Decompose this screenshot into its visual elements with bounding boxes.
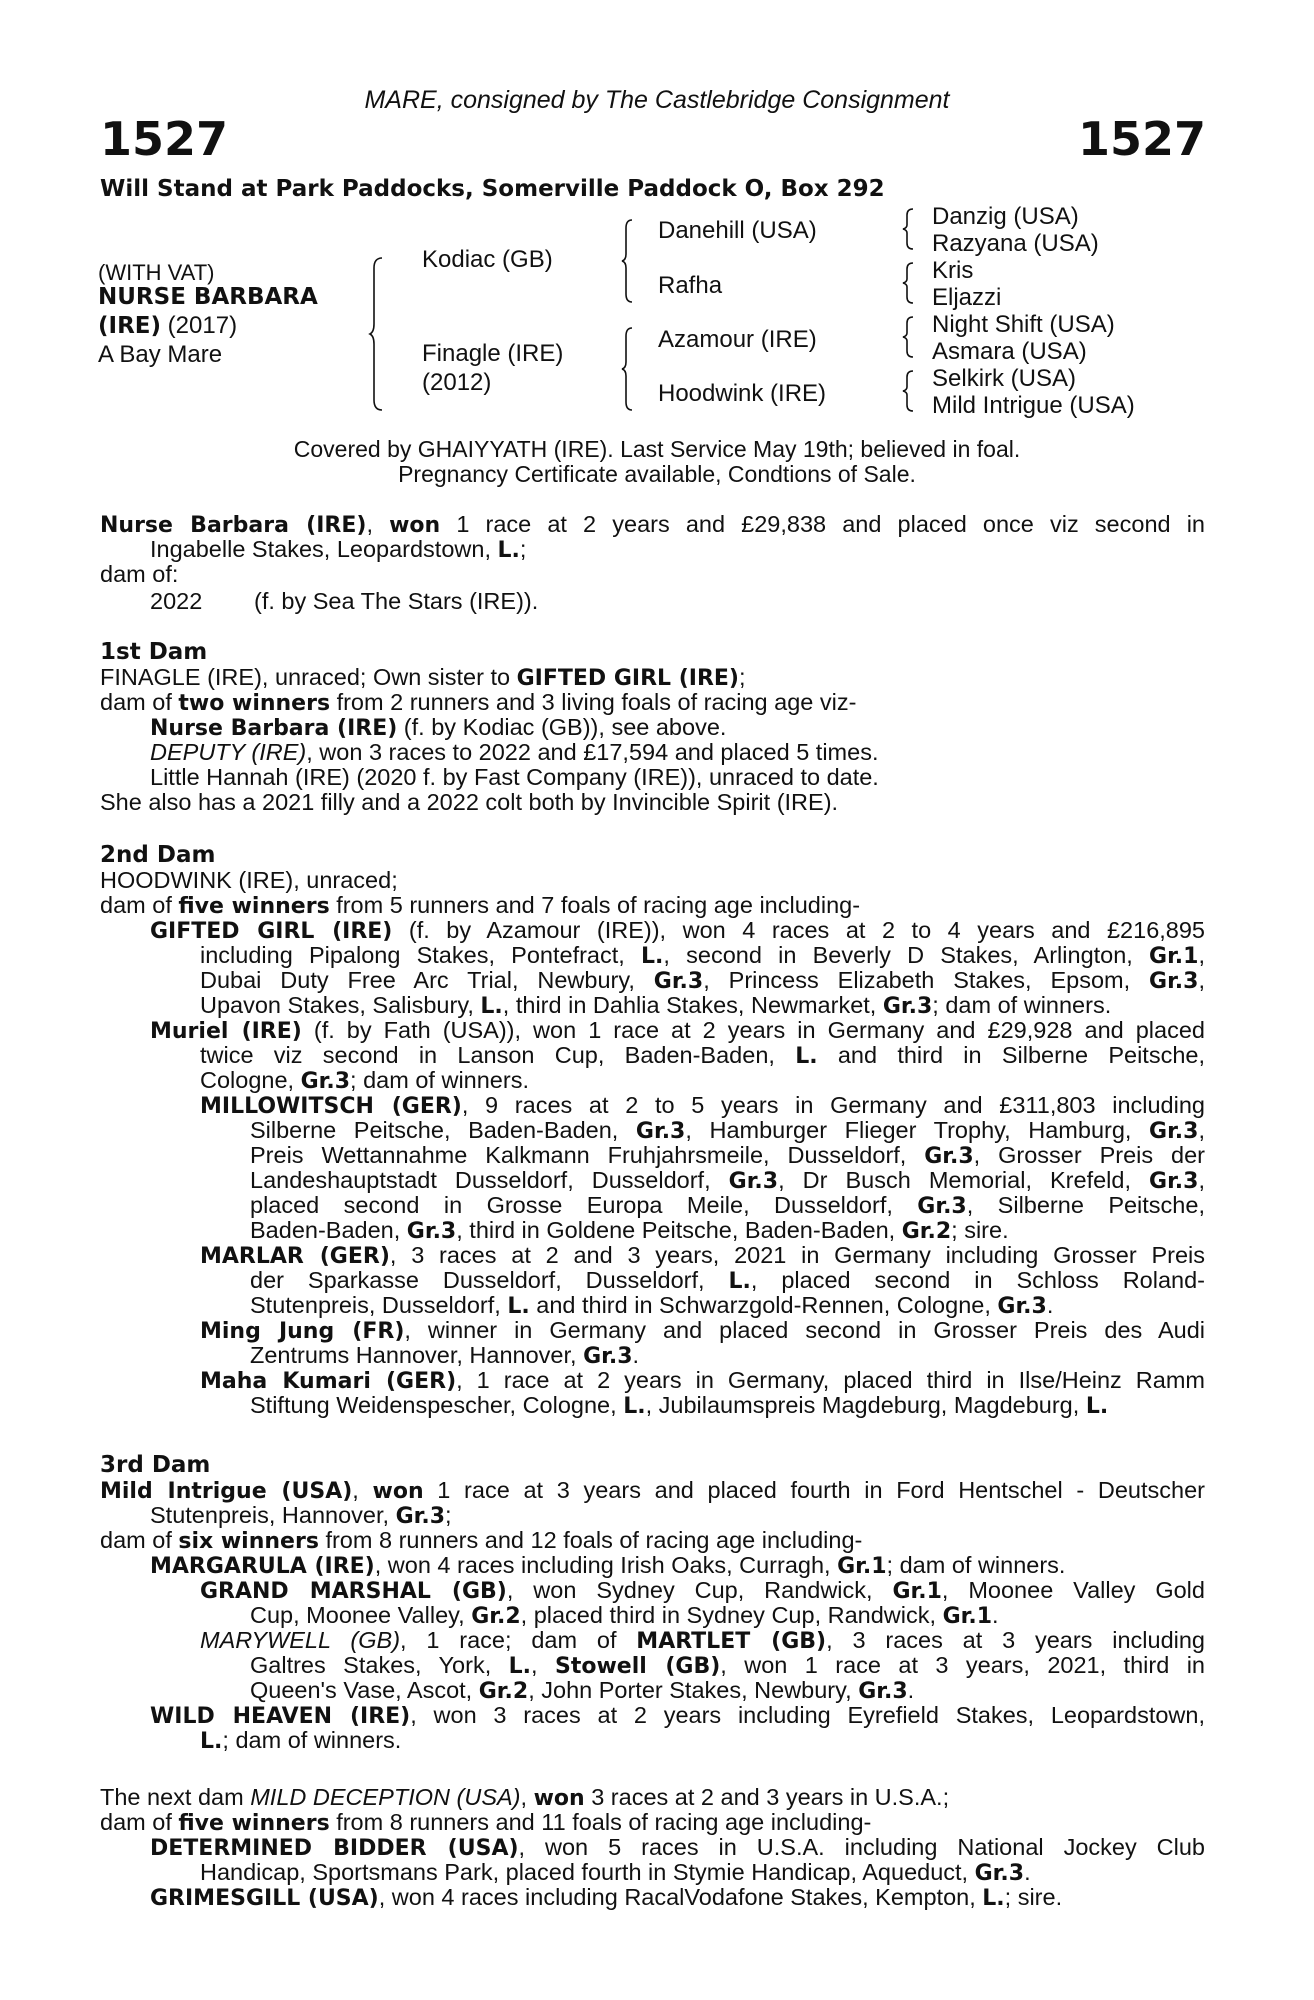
gifted-girl-line-2: including Pipalong Stakes, Pontefract, L., second in Beverly D Stakes, Arlington, Gr.1, <box>200 942 1205 969</box>
ming-jung-line-2: Zentrums Hannover, Hannover, Gr.3. <box>250 1342 640 1369</box>
third-dam-heading: 3rd Dam <box>100 1452 211 1478</box>
millowitsch-line-6: Baden-Baden, Gr.3, third in Goldene Peitsche, Baden-Baden, Gr.2; sire. <box>250 1217 1009 1244</box>
brace-gen3-3 <box>903 315 919 359</box>
ming-jung-line-1: Ming Jung (FR), winner in Germany and placed second in Grosser Preis des Audi <box>200 1317 1205 1344</box>
dam-name: Finagle (IRE) <box>422 340 564 367</box>
pedigree-brace-sire <box>622 218 638 304</box>
sire-sire: Danehill (USA) <box>658 217 817 244</box>
stand-location: Will Stand at Park Paddocks, Somerville Paddock O, Box 292 <box>100 176 885 202</box>
second-dam-heading: 2nd Dam <box>100 842 216 868</box>
second-dam-line-2: dam of five winners from 5 runners and 7 foals of racing age including- <box>100 892 861 919</box>
horse-name: NURSE BARBARA <box>98 284 318 310</box>
marlar-line-3: Stutenpreis, Dusseldorf, L. and third in Schwarzgold-Rennen, Cologne, Gr.3. <box>250 1292 1054 1319</box>
gen3-5: Night Shift (USA) <box>932 311 1115 338</box>
first-dam-line-5: Little Hannah (IRE) (2020 f. by Fast Company (IRE)), unraced to date. <box>150 764 879 790</box>
millowitsch-line-1: MILLOWITSCH (GER), 9 races at 2 to 5 years in Germany and £311,803 including <box>200 1092 1205 1119</box>
grimesgill-line: GRIMESGILL (USA), won 4 races including RacalVodafone Stakes, Kempton, L.; sire. <box>150 1884 1063 1911</box>
third-dam-line-3: dam of six winners from 8 runners and 12 foals of racing age including- <box>100 1527 863 1554</box>
first-dam-line-2: dam of two winners from 2 runners and 3 living foals of racing age viz- <box>100 689 857 716</box>
gifted-girl-line-1: GIFTED GIRL (IRE) (f. by Azamour (IRE)), won 4 races at 2 to 4 years and £216,895 <box>150 917 1206 944</box>
muriel-line-3: Cologne, Gr.3; dam of winners. <box>200 1067 529 1094</box>
consignment-line: MARE, consigned by The Castlebridge Consignment <box>364 86 950 114</box>
wild-heaven-line-1: WILD HEAVEN (IRE), won 3 races at 2 years including Eyrefield Stakes, Leopardstown, <box>150 1702 1205 1729</box>
gifted-girl-line-3: Dubai Duty Free Arc Trial, Newbury, Gr.3, Princess Elizabeth Stakes, Epsom, Gr.3, <box>200 967 1205 994</box>
gen3-4: Eljazzi <box>932 284 1002 311</box>
determined-bidder-line-2: Handicap, Sportsmans Park, placed fourth in Stymie Handicap, Aqueduct, Gr.3. <box>200 1859 1031 1886</box>
third-dam-line-1: Mild Intrigue (USA), won 1 race at 3 years and placed fourth in Ford Hentschel - Deutscher <box>100 1477 1205 1504</box>
grand-marshal-line-1: GRAND MARSHAL (GB), won Sydney Cup, Randwick, Gr.1, Moonee Valley Gold <box>200 1577 1205 1604</box>
gen3-1: Danzig (USA) <box>932 203 1079 230</box>
first-dam-line-3: Nurse Barbara (IRE) (f. by Kodiac (GB)), see above. <box>150 714 727 741</box>
marywell-line-3: Queen's Vase, Ascot, Gr.2, John Porter Stakes, Newbury, Gr.3. <box>250 1677 915 1704</box>
marywell-line-2: Galtres Stakes, York, L., Stowell (GB), won 1 race at 3 years, 2021, third in <box>250 1652 1205 1679</box>
maha-kumari-line-2: Stiftung Weidenspescher, Cologne, L., Jubilaumspreis Magdeburg, Magdeburg, L. <box>250 1392 1109 1419</box>
gifted-girl-line-4: Upavon Stakes, Salisbury, L., third in Dahlia Stakes, Newmarket, Gr.3; dam of winners. <box>200 992 1112 1019</box>
millowitsch-line-5: placed second in Grosse Europa Meile, Dusseldorf, Gr.3, Silberne Peitsche, <box>250 1192 1205 1219</box>
first-dam-line-1: FINAGLE (IRE), unraced; Own sister to GIFTED GIRL (IRE); <box>100 664 746 691</box>
gen3-7: Selkirk (USA) <box>932 365 1077 392</box>
determined-bidder-line-1: DETERMINED BIDDER (USA), won 5 races in U.S.A. including National Jockey Club <box>150 1834 1206 1861</box>
vat-note: (WITH VAT) <box>98 260 215 285</box>
brace-gen3-2 <box>903 261 919 305</box>
second-dam-line-1: HOODWINK (IRE), unraced; <box>100 867 398 893</box>
offspring-detail: (f. by Sea The Stars (IRE)). <box>254 588 539 614</box>
intro-line-1: Nurse Barbara (IRE), won 1 race at 2 years and £29,838 and placed once viz second in <box>100 511 1205 538</box>
pedigree-brace-main <box>370 256 390 411</box>
lot-number-right: 1527 <box>1077 112 1206 166</box>
covered-note: Covered by GHAIYYATH (IRE). Last Service May 19th; believed in foal. <box>293 436 1021 462</box>
muriel-line-2: twice viz second in Lanson Cup, Baden-Baden, L. and third in Silberne Peitsche, <box>200 1042 1205 1069</box>
millowitsch-line-3: Preis Wettannahme Kalkmann Fruhjahrsmeile, Dusseldorf, Gr.3, Grosser Preis der <box>250 1142 1205 1169</box>
grand-marshal-line-2: Cup, Moonee Valley, Gr.2, placed third in Sydney Cup, Randwick, Gr.1. <box>250 1602 999 1629</box>
dam-dam: Hoodwink (IRE) <box>658 380 827 407</box>
first-dam-heading: 1st Dam <box>100 639 208 665</box>
sire-dam: Rafha <box>658 272 723 299</box>
millowitsch-line-4: Landeshauptstadt Dusseldorf, Dusseldorf, Gr.3, Dr Busch Memorial, Krefeld, Gr.3, <box>250 1167 1205 1194</box>
next-dam-line-1: The next dam MILD DECEPTION (USA), won 3 races at 2 and 3 years in U.S.A.; <box>100 1784 950 1811</box>
wild-heaven-line-2: L.; dam of winners. <box>200 1727 402 1754</box>
margarula-line: MARGARULA (IRE), won 4 races including Irish Oaks, Curragh, Gr.1; dam of winners. <box>150 1552 1066 1579</box>
horse-description: A Bay Mare <box>98 341 223 368</box>
offspring-year: 2022 <box>150 588 203 614</box>
pregnancy-note: Pregnancy Certificate available, Condtions of Sale. <box>398 461 916 487</box>
brace-gen3-1 <box>903 207 919 251</box>
gen3-3: Kris <box>932 257 974 284</box>
intro-line-2: Ingabelle Stakes, Leopardstown, L.; <box>150 536 527 563</box>
marlar-line-2: der Sparkasse Dusseldorf, Dusseldorf, L., placed second in Schloss Roland- <box>250 1267 1205 1294</box>
horse-name-year: (IRE) (2017) <box>98 312 238 339</box>
sire: Kodiac (GB) <box>422 246 553 273</box>
brace-gen3-4 <box>903 369 919 413</box>
gen3-6: Asmara (USA) <box>932 338 1087 365</box>
marywell-line-1: MARYWELL (GB), 1 race; dam of MARTLET (GB), 3 races at 3 years including <box>200 1627 1206 1654</box>
intro-line-3: dam of: <box>100 561 179 587</box>
lot-number-left: 1527 <box>100 112 229 166</box>
muriel-line-1: Muriel (IRE) (f. by Fath (USA)), won 1 race at 2 years in Germany and £29,928 and placed <box>150 1017 1205 1044</box>
gen3-8: Mild Intrigue (USA) <box>932 392 1135 419</box>
dam-sire: Azamour (IRE) <box>658 326 817 353</box>
maha-kumari-line-1: Maha Kumari (GER), 1 race at 2 years in Germany, placed third in Ilse/Heinz Ramm <box>200 1367 1205 1394</box>
pedigree-brace-dam <box>622 326 638 412</box>
first-dam-line-4: DEPUTY (IRE), won 3 races to 2022 and £17,594 and placed 5 times. <box>150 739 879 765</box>
millowitsch-line-2: Silberne Peitsche, Baden-Baden, Gr.3, Hamburger Flieger Trophy, Hamburg, Gr.3, <box>250 1117 1205 1144</box>
gen3-2: Razyana (USA) <box>932 230 1099 257</box>
dam-year: (2012) <box>422 369 492 396</box>
first-dam-line-6: She also has a 2021 filly and a 2022 colt both by Invincible Spirit (IRE). <box>100 789 839 815</box>
next-dam-line-2: dam of five winners from 8 runners and 11 foals of racing age including- <box>100 1809 872 1836</box>
third-dam-line-2: Stutenpreis, Hannover, Gr.3; <box>150 1502 452 1529</box>
marlar-line-1: MARLAR (GER), 3 races at 2 and 3 years, 2021 in Germany including Grosser Preis <box>200 1242 1205 1269</box>
